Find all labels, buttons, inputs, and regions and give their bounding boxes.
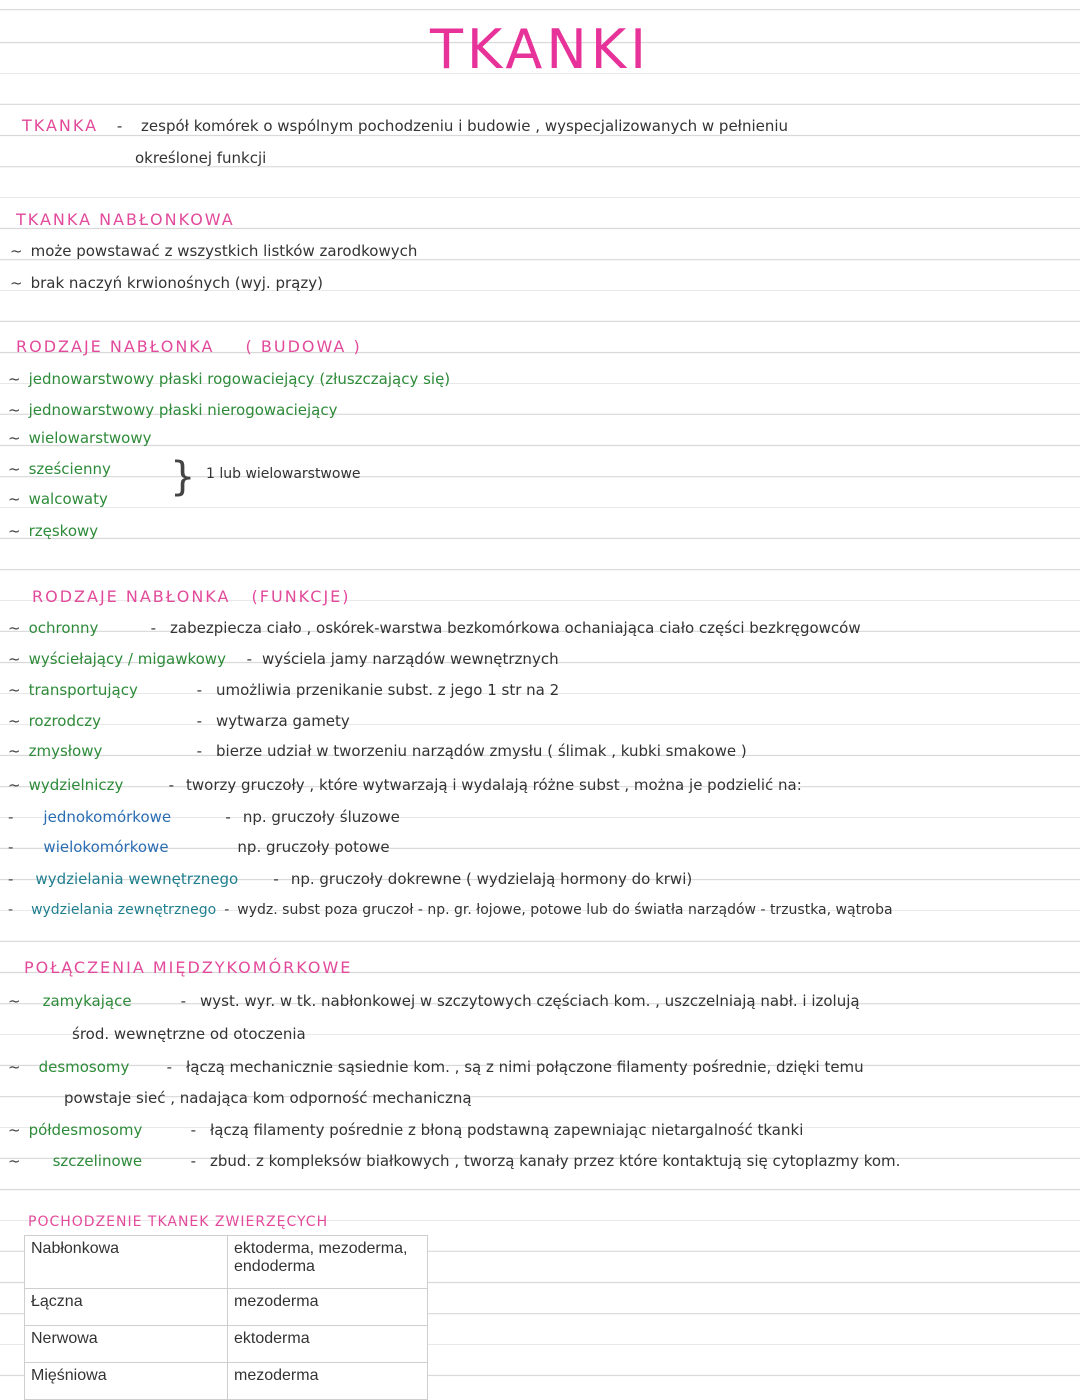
brace-note: 1 lub wielowarstwowe [206,466,361,482]
structure-item: ~ walcowaty [8,490,108,508]
junction-item: ~ półdesmosomy - łączą filamenty pośrednie z błoną podstawną zapewniając nietargalność tkanki [8,1121,804,1139]
junction-item: ~ desmosomy - łączą mechanicznie sąsiednie kom. , są z nimi połączone filamenty pośrednie, dzięki temu [8,1058,864,1076]
structure-item: ~ jednowarstwowy płaski rogowaciejący (złuszczający się) [8,370,451,388]
function-item: - wydzielania wewnętrznego - np. gruczoły dokrewne ( wydzielają hormony do krwi) [8,870,693,888]
table-cell: Mięśniowa [25,1363,228,1400]
definition-term: TKANKA [22,116,99,135]
junction-item: ~ zamykające - wyst. wyr. w tk. nabłonkowej w szczytowych częściach kom. , uszczelniają nabł. i izolują [8,992,860,1010]
structure-heading: RODZAJE NABŁONKA ( BUDOWA ) [16,337,362,356]
table-cell: Łączna [25,1289,228,1326]
epithelial-item: ~ może powstawać z wszystkich listków zarodkowych [10,242,418,260]
function-item: ~ transportujący - umożliwia przenikanie subst. z jego 1 str na 2 [8,681,560,699]
function-item: - wydzielania zewnętrznego - wydz. subst poza gruczoł - np. gr. łojowe, potowe lub do światła narządów - trzustka, wątroba [8,902,893,918]
function-item: ~ wyściełający / migawkowy - wyściela jamy narządów wewnętrznych [8,650,559,668]
definition-line [22,116,788,135]
function-item: ~ rozrodczy - wytwarza gamety [8,712,350,730]
table-row [25,1363,428,1400]
table-cell: Nabłonkowa [25,1236,228,1289]
table-row [25,1289,428,1326]
junction-item-cont: powstaje sieć , nadająca kom odporność mechaniczną [64,1089,472,1107]
definition-text: zespół komórek o wspólnym pochodzeniu i budowie , wyspecjalizowanych w pełnieniu [141,117,789,135]
epithelial-item: ~ brak naczyń krwionośnych (wyj. prązy) [10,274,323,292]
function-heading: RODZAJE NABŁONKA (FUNKCJE) [32,587,351,606]
junction-item: ~ szczelinowe - zbud. z kompleksów białkowych , tworzą kanały przez które kontaktują się cytoplazmy kom. [8,1152,901,1170]
epithelial-heading: TKANKA NABŁONKOWA [16,210,235,229]
brace-icon: } [170,454,196,500]
structure-item: ~ jednowarstwowy płaski nierogowaciejący [8,401,338,419]
table-cell: mezoderma [228,1289,428,1326]
definition-dash: - [116,117,123,135]
table-cell: ektoderma, mezoderma, endoderma [228,1236,428,1289]
table-cell: mezoderma [228,1363,428,1400]
structure-item: ~ wielowarstwowy [8,429,152,447]
function-item: - wielokomórkowe np. gruczoły potowe [8,838,390,856]
page-title: TKANKI [429,18,651,81]
structure-item: ~ rzęskowy [8,522,99,540]
table-cell: ektoderma [228,1326,428,1363]
definition-text-cont: określonej funkcji [135,149,267,167]
junctions-heading: POŁĄCZENIA MIĘDZYKOMÓRKOWE [24,958,353,977]
table-row [25,1236,428,1289]
function-item: ~ wydzielniczy - tworzy gruczoły , które wytwarzają i wydalają różne subst , można je podzielić na: [8,776,802,794]
origin-table [24,1235,428,1400]
function-item: ~ zmysłowy - bierze udział w tworzeniu narządów zmysłu ( ślimak , kubki smakowe ) [8,742,747,760]
structure-item: ~ sześcienny [8,460,111,478]
table-row [25,1326,428,1363]
table-cell: Nerwowa [25,1326,228,1363]
function-item: ~ ochronny - zabezpiecza ciało , oskórek-warstwa bezkomórkowa ochaniająca ciało części bezkręgowców [8,619,861,637]
junction-item-cont: środ. wewnętrzne od otoczenia [72,1025,306,1043]
origin-heading: POCHODZENIE TKANEK ZWIERZĘCYCH [28,1214,329,1230]
function-item: - jednokomórkowe - np. gruczoły śluzowe [8,808,400,826]
